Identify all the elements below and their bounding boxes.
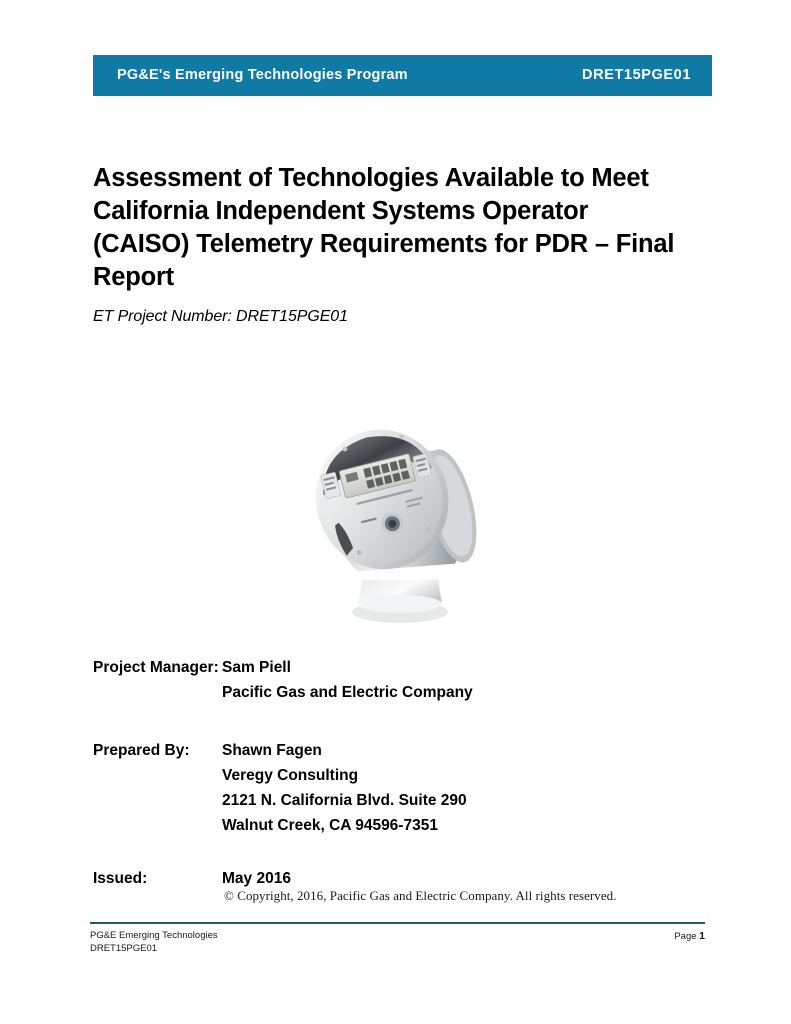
- page-footer: [90, 930, 705, 955]
- smart-electric-meter-image: [300, 398, 510, 626]
- prepared-by-street: 2121 N. California Blvd. Suite 290: [222, 792, 467, 809]
- info-spacer-1: [93, 705, 653, 738]
- page-title: [93, 162, 713, 294]
- footer-project-code: DRET15PGE01: [90, 942, 158, 954]
- project-code: DRET15PGE01: [582, 67, 691, 84]
- title-line-1: Assessment of Technologies Available to Meet: [93, 164, 649, 192]
- project-manager-values: [222, 655, 653, 705]
- title-line-3: (CAISO) Telemetry Requirements for PDR – Final: [93, 230, 675, 258]
- issued-date: May 2016: [222, 870, 291, 887]
- info-spacer-2: [93, 838, 653, 866]
- footer-org: PG&E Emerging Technologies: [90, 930, 218, 941]
- title-line-2: California Independent Systems Operator: [93, 197, 589, 225]
- program-title: PG&E's Emerging Technologies Program: [117, 67, 408, 84]
- prepared-by-name: Shawn Fagen: [222, 742, 322, 759]
- prepared-by-company: Veregy Consulting: [222, 767, 359, 784]
- prepared-by-city: Walnut Creek, CA 94596-7351: [222, 817, 438, 834]
- footer-page-word: Page: [674, 931, 697, 942]
- header-banner: [93, 55, 712, 96]
- project-manager-company: Pacific Gas and Electric Company: [222, 684, 473, 701]
- prepared-by-label: Prepared By:: [93, 742, 190, 759]
- issued-label: Issued:: [93, 870, 148, 887]
- prepared-by-values: [222, 738, 653, 838]
- copyright-notice: © Copyright, 2016, Pacific Gas and Electric Company. All rights reserved.: [224, 888, 617, 903]
- et-project-number: ET Project Number: DRET15PGE01: [93, 308, 348, 325]
- info-row-project-manager: [93, 655, 653, 705]
- footer-divider: [90, 922, 705, 924]
- footer-left: [90, 930, 218, 955]
- project-manager-name: Sam Piell: [222, 659, 291, 676]
- title-line-4: Report: [93, 263, 174, 291]
- project-info-block: [93, 655, 653, 891]
- info-row-prepared-by: [93, 738, 653, 838]
- project-manager-label: Project Manager:: [93, 659, 219, 676]
- footer-page-indicator: [674, 930, 705, 944]
- meter-stand: [352, 580, 448, 623]
- footer-page-number: 1: [699, 930, 705, 942]
